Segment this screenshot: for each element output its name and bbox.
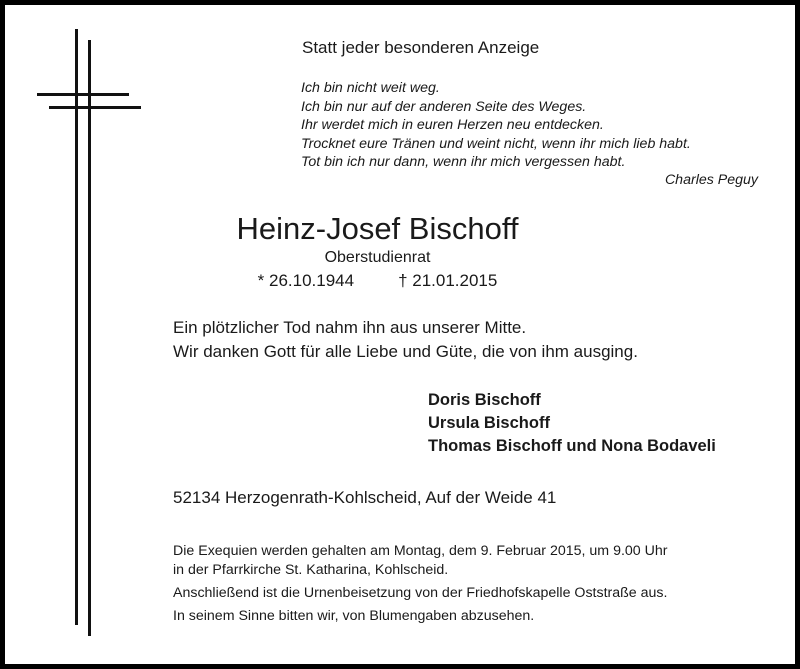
service-line: Anschließend ist die Urnenbeisetzung von der Friedhofskapelle Oststraße aus.: [173, 585, 668, 601]
deceased-title: Oberstudienrat: [324, 249, 431, 266]
deceased-name: Heinz-Josef Bischoff: [236, 211, 519, 246]
cross-icon-vertical-left: [75, 29, 78, 625]
message-line: Wir danken Gott für alle Liebe und Güte, die von ihm ausging.: [173, 342, 638, 361]
life-dates: [5, 271, 750, 291]
family-address: 52134 Herzogenrath-Kohlscheid, Auf der Weide 41: [173, 488, 557, 507]
poem-line: Ich bin nur auf der anderen Seite des Weges.: [301, 98, 587, 115]
poem-line: Tot bin ich nur dann, wenn ihr mich vergessen habt.: [301, 154, 626, 171]
poem-line: Ich bin nicht weit weg.: [301, 80, 440, 96]
mourner-name: Doris Bischoff: [428, 391, 541, 409]
cross-icon-horizontal-top: [37, 93, 129, 96]
intro-line: Statt jeder besonderen Anzeige: [302, 38, 540, 57]
poem-line: Trocknet eure Tränen und weint nicht, wenn ihr mich lieb habt.: [301, 135, 691, 152]
service-details: [173, 542, 667, 626]
message-line: Ein plötzlicher Tod nahm ihn aus unserer Mitte.: [173, 318, 527, 337]
birth-date: * 26.10.1944: [257, 271, 355, 290]
memorial-message: [173, 316, 638, 364]
mourner-name: Ursula Bischoff: [428, 414, 550, 432]
poem: [301, 79, 691, 172]
cross-icon-vertical-right: [88, 40, 91, 636]
cross-icon-horizontal-bottom: [49, 106, 141, 109]
mourner-name: Thomas Bischoff und Nona Bodaveli: [428, 437, 716, 455]
obituary-notice: [5, 5, 795, 664]
service-line: Die Exequien werden gehalten am Montag, dem 9. Februar 2015, um 9.00 Uhr: [173, 543, 668, 559]
mourners-list: [428, 389, 716, 458]
service-line: In seinem Sinne bitten wir, von Blumengaben abzusehen.: [173, 608, 535, 624]
service-line: in der Pfarrkirche St. Katharina, Kohlscheid.: [173, 562, 449, 578]
death-date: † 21.01.2015: [398, 271, 498, 290]
poem-author: Charles Peguy: [664, 172, 758, 188]
poem-line: Ihr werdet mich in euren Herzen neu entdecken.: [301, 117, 604, 134]
